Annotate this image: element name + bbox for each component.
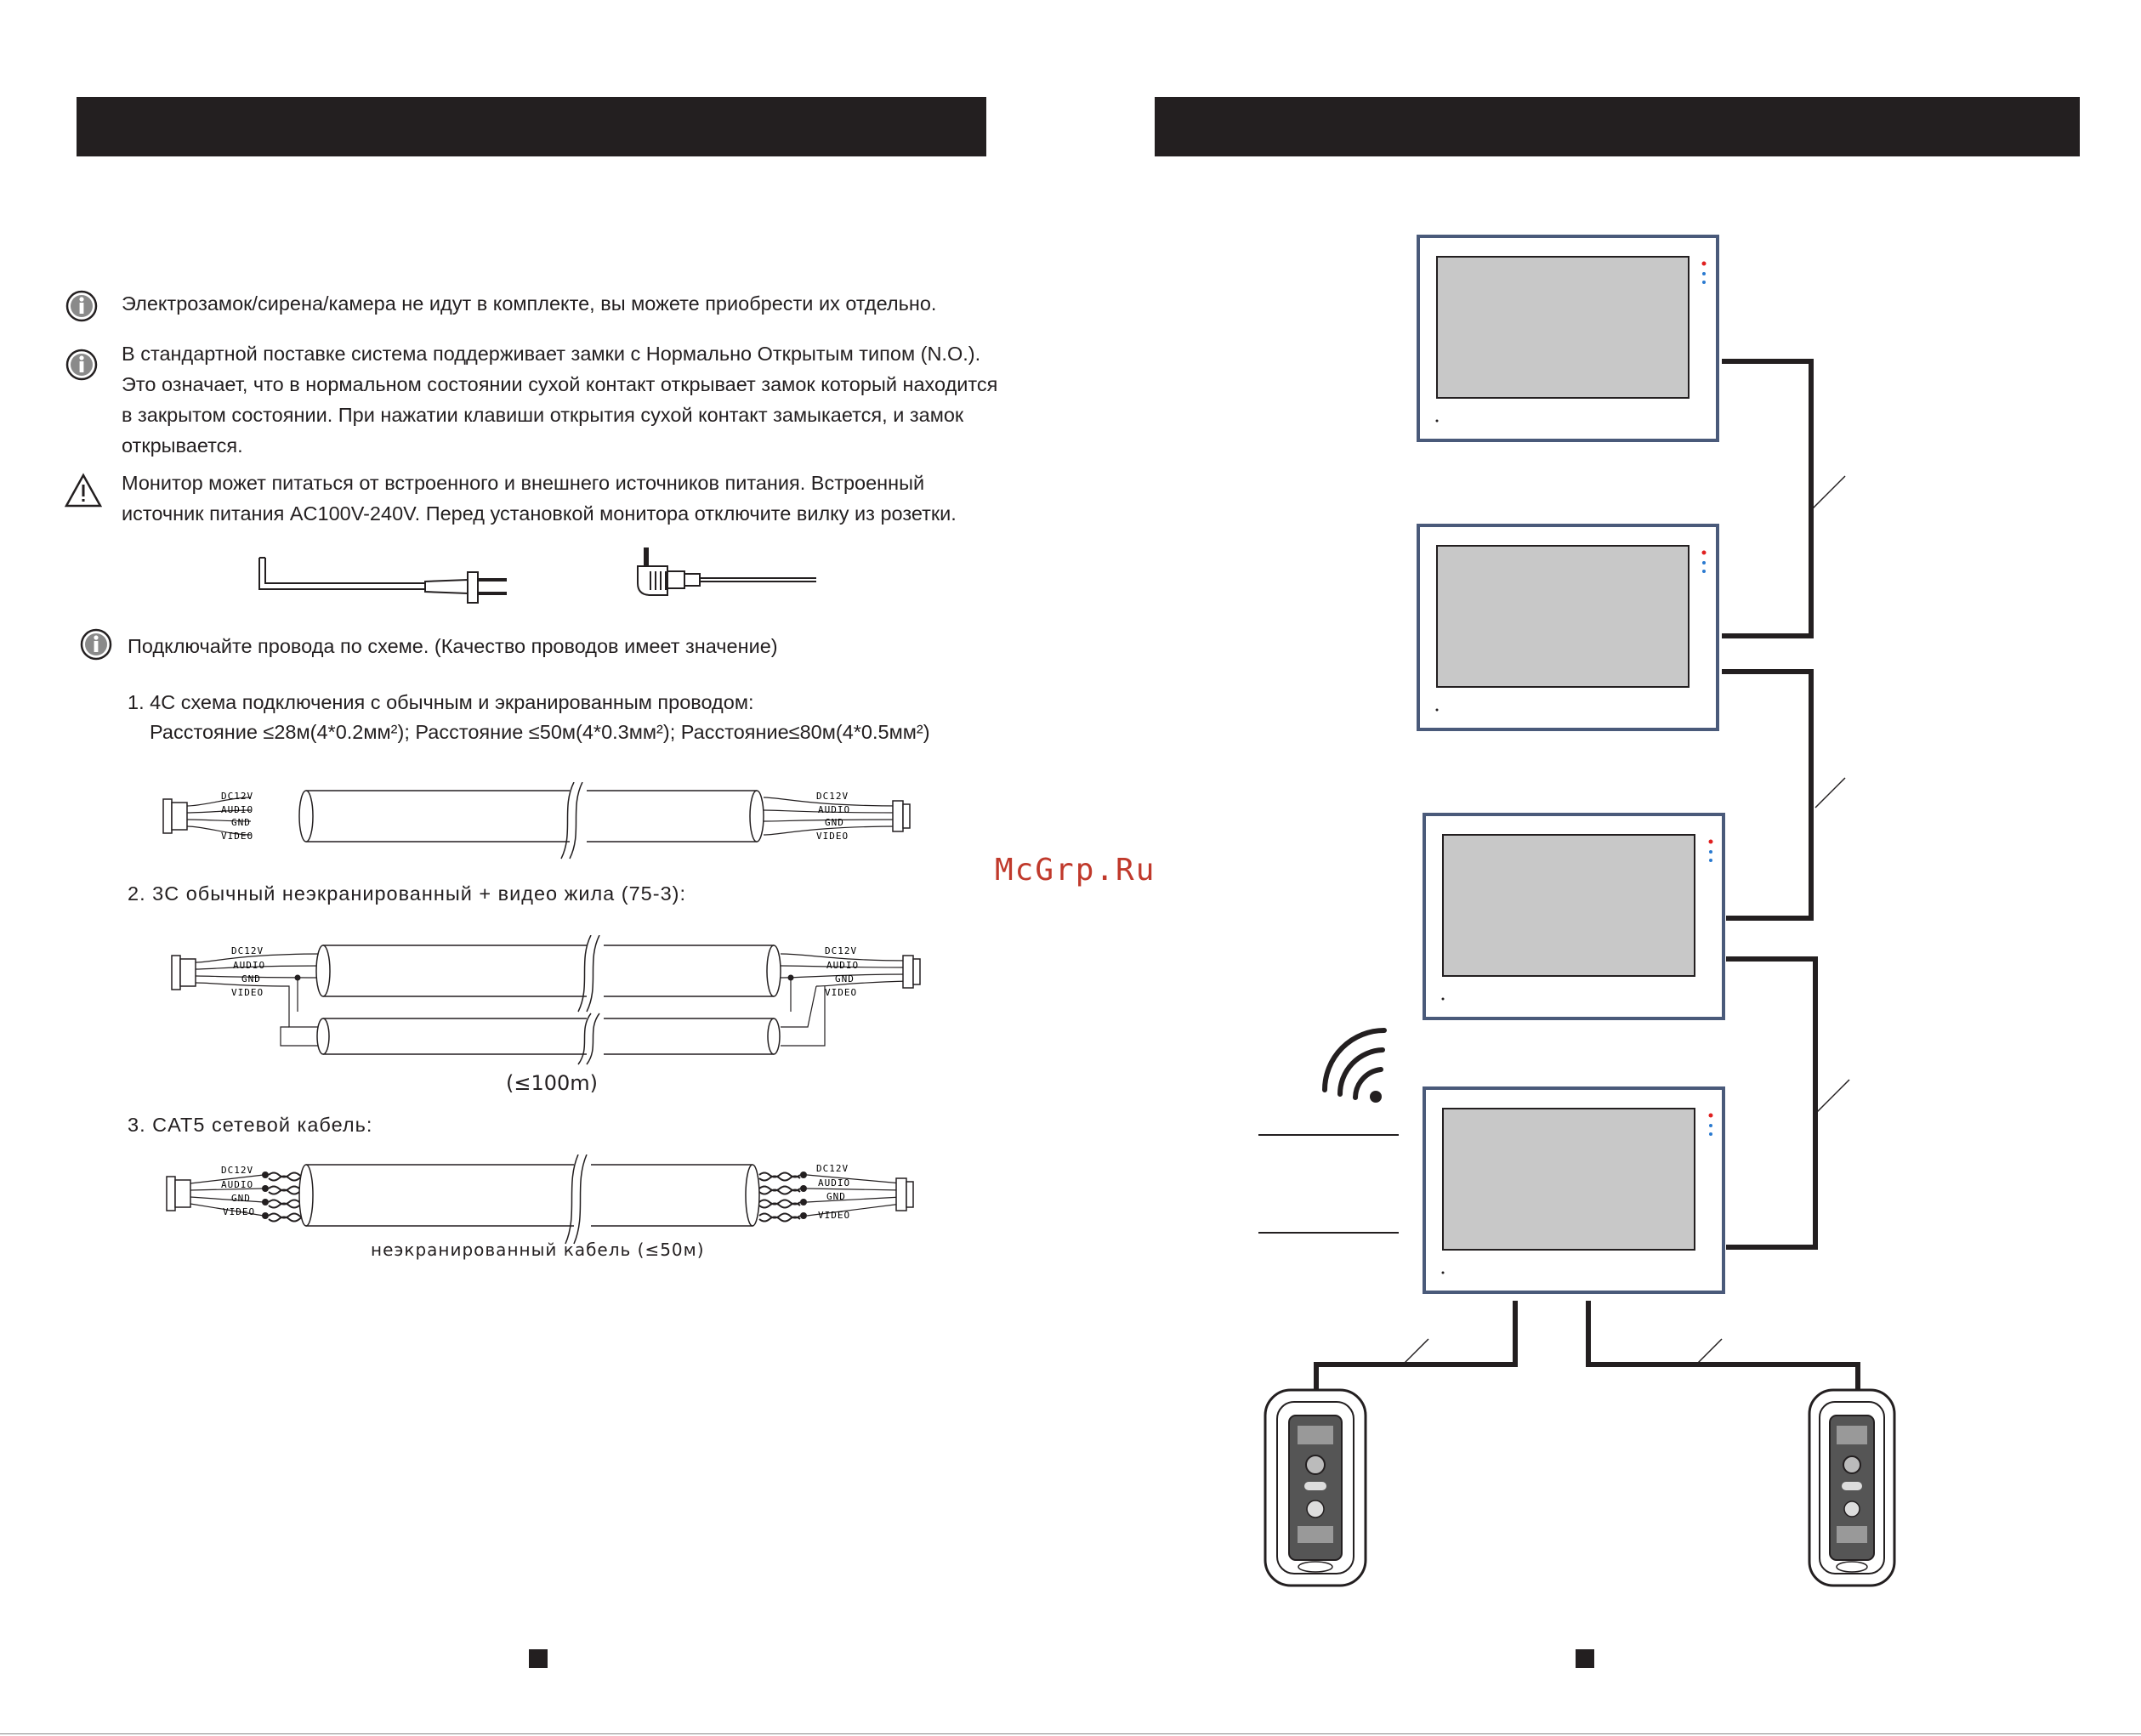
- wire-label-audio: AUDIO: [818, 1177, 851, 1189]
- watermark: McGrp.Ru: [995, 853, 1156, 888]
- scheme-1-diagram: [153, 782, 918, 867]
- warning-icon: [64, 472, 103, 509]
- scheme-3-title: 3. CAT5 сетевой кабель:: [128, 1114, 373, 1136]
- wire-label-gnd: GND: [826, 1191, 846, 1202]
- wire-label-dc12v: DC12V: [231, 945, 264, 956]
- wire-label-gnd: GND: [835, 973, 855, 984]
- wire-label-audio: AUDIO: [826, 960, 860, 971]
- wire-label-video: VIDEO: [818, 1210, 851, 1221]
- monitor-icon: [1424, 814, 1724, 1018]
- note-3-text: Подключайте провода по схеме. (Качество проводов имеет значение): [128, 635, 778, 657]
- warning-line: Монитор может питаться от встроенного и внешнего источников питания. Встроенный: [122, 472, 925, 494]
- wire-label-audio: AUDIO: [818, 804, 851, 815]
- note-1-text: Электрозамок/сирена/камера не идут в комплекте, вы можете приобрести их отдельно.: [122, 292, 937, 315]
- note-2-line: в закрытом состоянии. При нажатии клавиши открытия сухой контакт замыкается, и замок: [122, 404, 964, 426]
- wire-label-audio: AUDIO: [221, 1179, 254, 1190]
- wire-label-gnd: GND: [825, 817, 844, 828]
- scheme-2-diagram: [162, 935, 944, 1105]
- wire-label-dc12v: DC12V: [816, 791, 849, 802]
- scheme-3-caption: неэкранированный кабель (≤50м): [371, 1240, 705, 1260]
- note-2-text: [122, 338, 998, 461]
- dc-jack-icon: [633, 546, 821, 605]
- scheme-1-detail: Расстояние ≤28м(4*0.2мм²); Расстояние ≤50м(4*0.3мм²); Расстояние≤80м(4*0.5мм²): [150, 721, 930, 743]
- door-panel-icon: [1809, 1390, 1894, 1586]
- wire-label-dc12v: DC12V: [221, 791, 254, 802]
- wire-label-dc12v: DC12V: [221, 1165, 254, 1176]
- power-plug-icon: [255, 551, 544, 610]
- scheme-2-distance: (≤100m): [506, 1071, 599, 1095]
- wire-label-gnd: GND: [231, 1193, 251, 1204]
- wire-label-audio: AUDIO: [233, 960, 266, 971]
- note-2-line: В стандартной поставке система поддерживает замки с Нормально Открытым типом (N.O.).: [122, 343, 981, 365]
- scheme-1-title: 1. 4С схема подключения с обычным и экранированным проводом:: [128, 691, 754, 713]
- wifi-icon: [1325, 1030, 1384, 1103]
- wire-label-dc12v: DC12V: [825, 945, 858, 956]
- left-page-number-mark: [529, 1649, 548, 1668]
- warning-line: источник питания AC100V-240V. Перед установкой монитора отключите вилку из розетки.: [122, 502, 957, 525]
- wire-label-video: VIDEO: [816, 831, 849, 842]
- left-header-bar: [77, 97, 986, 156]
- right-page-number-mark: [1576, 1649, 1594, 1668]
- wire-label-dc12v: DC12V: [816, 1163, 849, 1174]
- door-panel-icon: [1265, 1390, 1366, 1586]
- scheme-2-title: 2. 3С обычный неэкранированный + видео жила (75-3):: [128, 882, 686, 905]
- info-icon: [65, 349, 98, 381]
- wire-label-audio: AUDIO: [221, 804, 254, 815]
- wire-label-gnd: GND: [241, 973, 261, 984]
- warning-text: [122, 468, 989, 529]
- note-2-line: Это означает, что в нормальном состоянии сухой контакт открывает замок который находится: [122, 373, 998, 395]
- info-icon: [65, 290, 98, 322]
- monitor-icon: [1424, 1088, 1724, 1292]
- monitor-icon: [1418, 236, 1718, 440]
- monitor-wiring-diagram: [1224, 221, 1922, 1615]
- info-icon: [80, 628, 112, 661]
- wire-label-video: VIDEO: [231, 987, 264, 998]
- wire-label-video: VIDEO: [223, 1206, 256, 1217]
- monitor-icon: [1418, 525, 1718, 729]
- note-2-line: открывается.: [122, 434, 243, 457]
- wire-label-video: VIDEO: [825, 987, 858, 998]
- wire-label-video: VIDEO: [221, 831, 254, 842]
- page-bottom-rule: [0, 1733, 2141, 1734]
- wire-label-gnd: GND: [231, 817, 251, 828]
- right-header-bar: [1155, 97, 2080, 156]
